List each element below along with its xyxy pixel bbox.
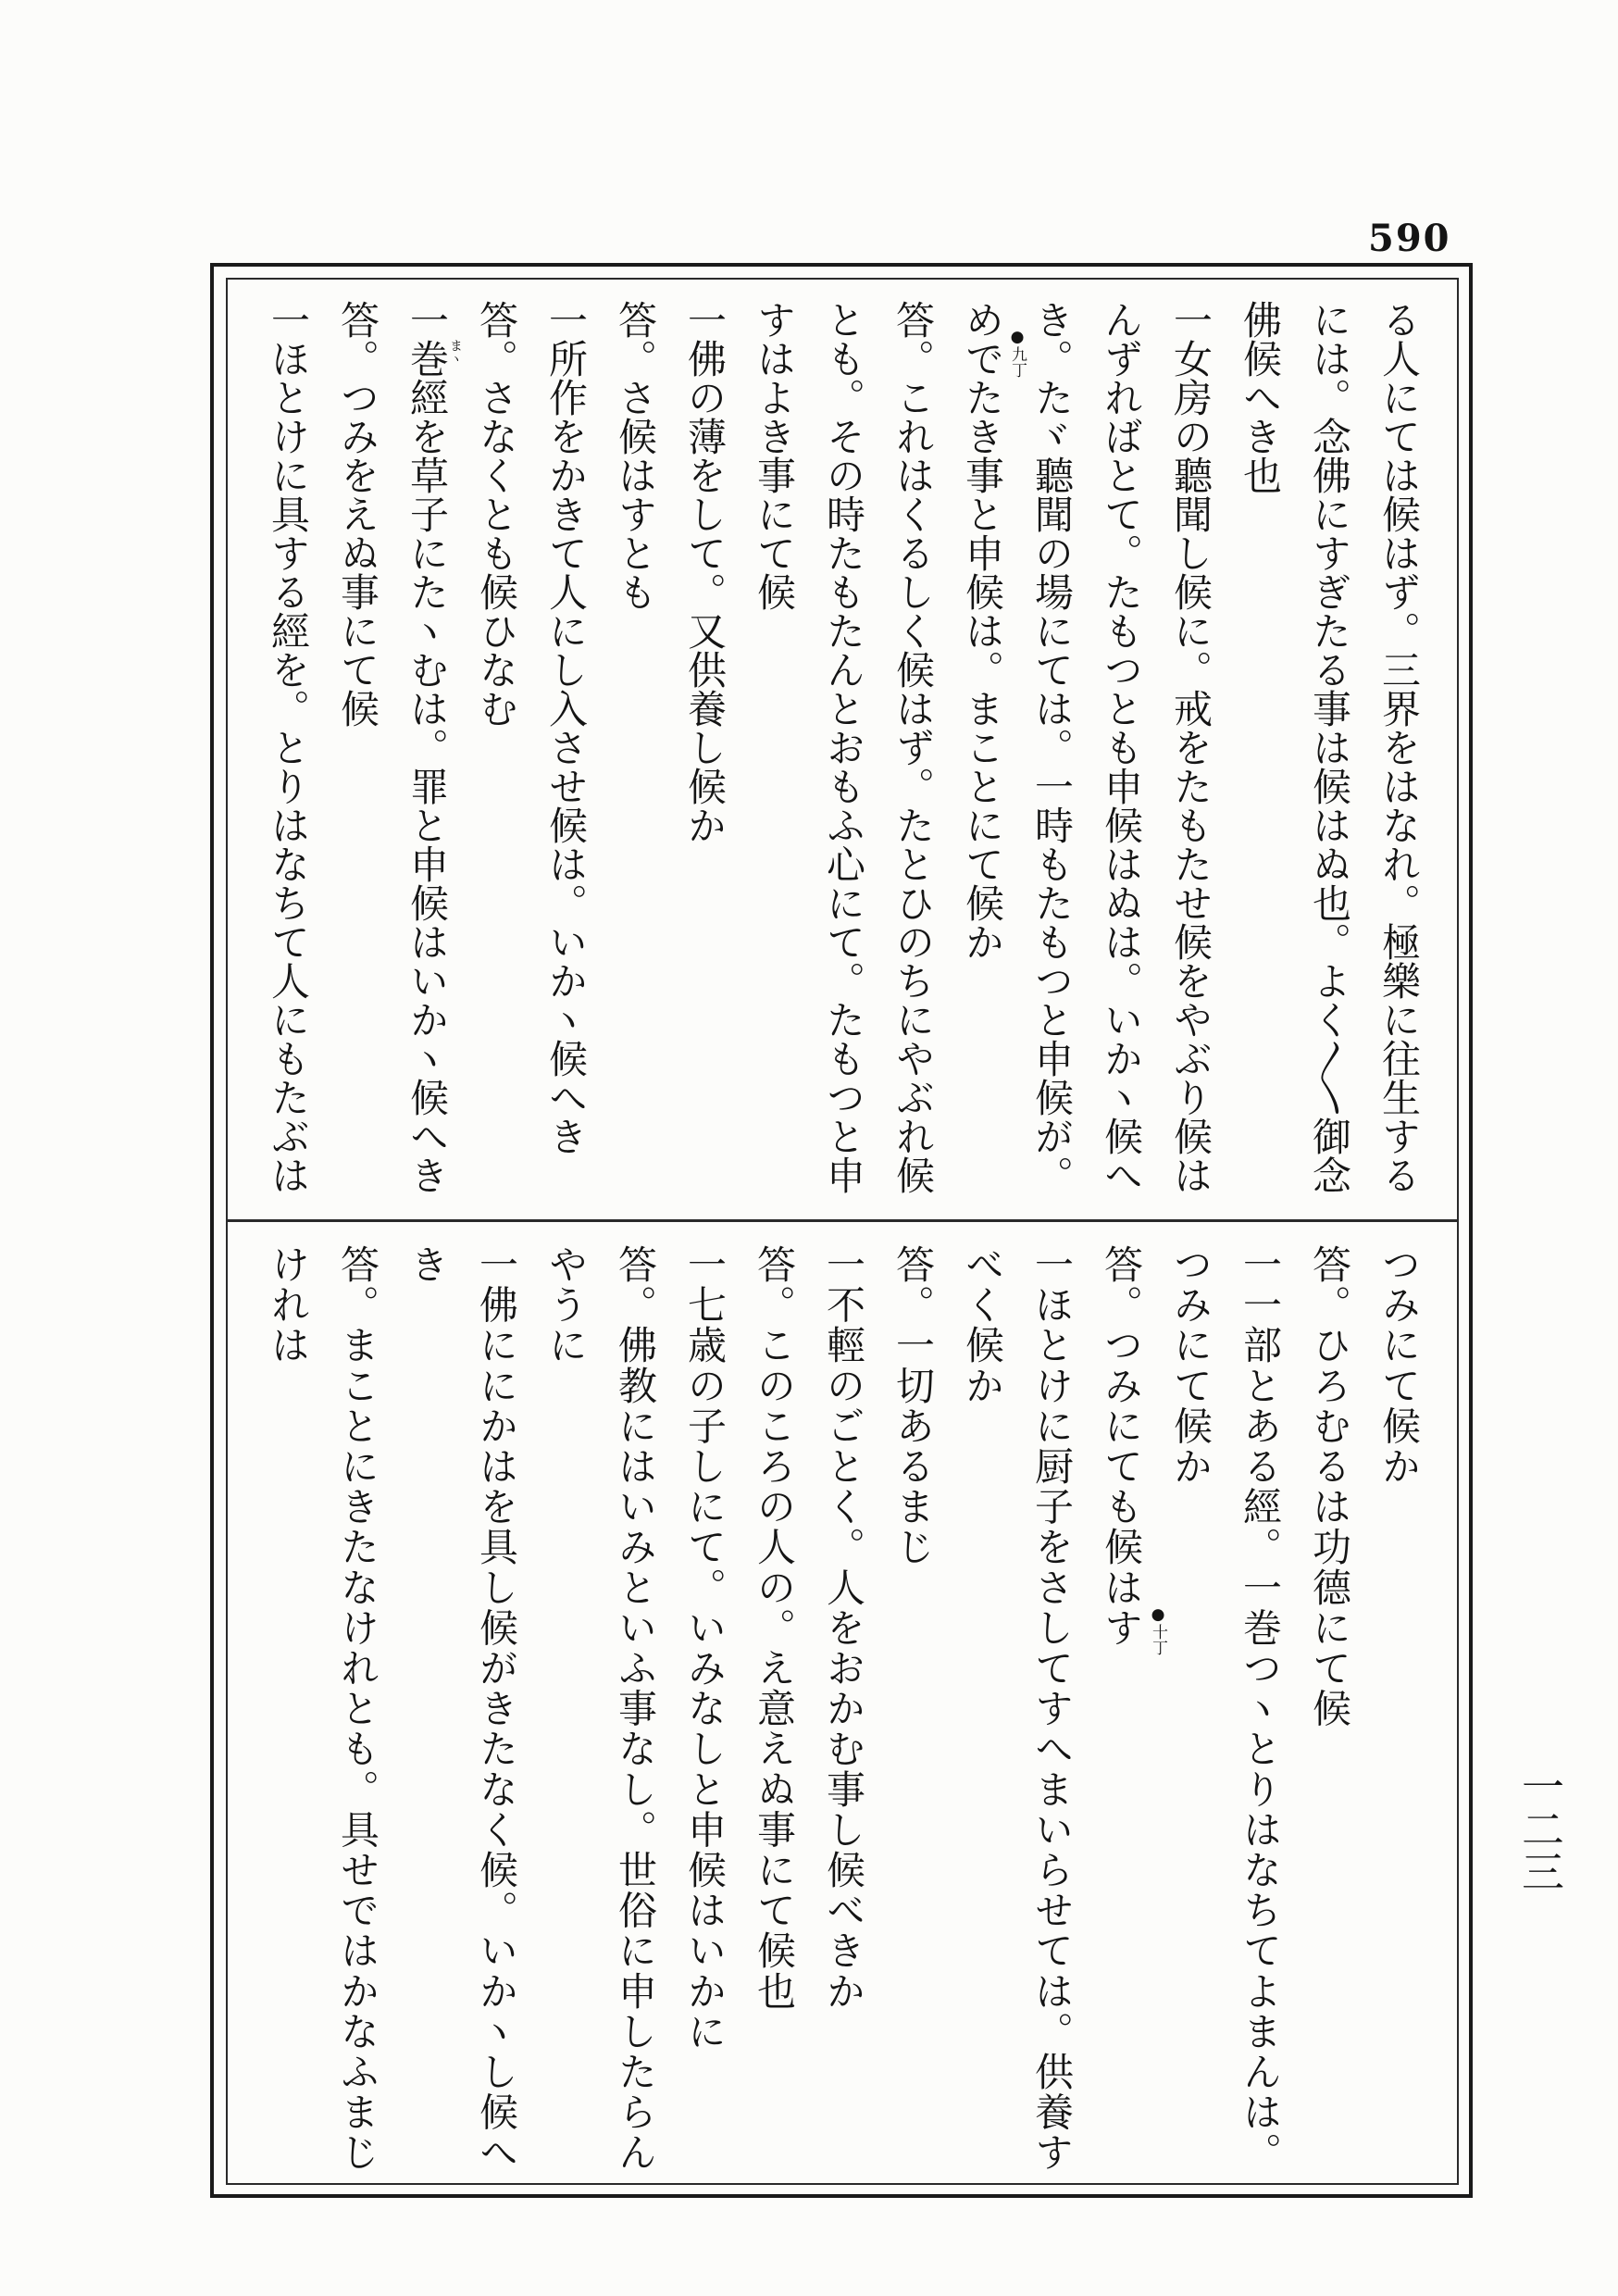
upper-text-column: 答。さなくとも候ひなむ — [474, 300, 519, 728]
lower-text-column: 一不輕のごとく。人をおかむ事し候べきか — [821, 1244, 866, 2012]
upper-text-column: めでたき事と申候は。まことにて候か — [960, 300, 1005, 961]
upper-text-column: 答。これはくるしく候はず。たとひのちにやぶれ候 — [890, 300, 936, 1194]
lower-text-column: 答。まことにきたなけれとも。具せではかなふまじ — [335, 1244, 380, 2173]
upper-text-column: き。たヾ聽聞の場にては。一時もたもつと申候が。 — [1029, 300, 1075, 1194]
upper-text-column: 一所作をかきて人にし入させ候は。いかヽ候へき — [543, 300, 589, 1155]
leaf-marker-10: ●十丁 — [1149, 1605, 1167, 1655]
upper-text-column: る人にては候はず。三界をはなれ。極樂に往生する — [1376, 300, 1422, 1194]
upper-text-column: すはよき事にて候 — [752, 300, 797, 611]
lower-text-column: つみにて候か — [1168, 1244, 1214, 1487]
lower-text-column: やうに — [543, 1244, 589, 1366]
lower-text-column: き — [404, 1244, 450, 1285]
lower-text-section — [253, 1244, 1434, 2177]
lower-text-column: 一佛ににかはを具し候がきたなく候。いかヽし候へ — [474, 1244, 519, 2173]
page-number: 590 — [1368, 217, 1451, 260]
lower-text-column: 答。一切あるまじ — [890, 1244, 936, 1567]
upper-text-column: 一女房の聽聞し候に。戒をたもたせ候をやぶり候は — [1168, 300, 1214, 1194]
upper-text-column: 一巻經を草子にたヽむは。罪と申候はいかヽ候へき — [404, 300, 450, 1194]
leaf-marker-9: ●九丁 — [1008, 328, 1027, 378]
lower-text-column: 一七歳の子しにて。いみなしと申候はいかに — [682, 1244, 728, 2052]
upper-text-column: 答。さ候はすとも — [613, 300, 658, 611]
lower-text-column: けれは — [266, 1244, 311, 1366]
section-divider — [226, 1219, 1459, 1222]
upper-text-column: 答。つみをえぬ事にて候 — [335, 300, 380, 728]
upper-text-column: 一佛の薄をして。又供養し候か — [682, 300, 728, 844]
margin-page-number: 一二三 — [1515, 1765, 1565, 1892]
upper-text-section — [253, 300, 1434, 1215]
lower-text-column: つみにて候か — [1376, 1244, 1422, 1487]
upper-text-column: には。念佛にすぎたる事は候はぬ也。よく〳〵御念 — [1307, 300, 1352, 1194]
lower-text-column: 一一部とある經。一巻つヽとりはなちてよまんは。 — [1238, 1244, 1283, 2173]
lower-text-column: べく候か — [960, 1244, 1005, 1406]
lower-text-column: 答。このころの人の。え意えぬ事にて候也 — [752, 1244, 797, 2012]
upper-text-column: 佛候へき也 — [1238, 300, 1283, 494]
lower-text-column: 答。佛教にはいみといふ事なし。世俗に申したらん — [613, 1244, 658, 2173]
lower-text-column: 答。つみにても候はす — [1099, 1244, 1144, 1648]
upper-text-column: 一ほとけに具する經を。とりはなちて人にもたぶは — [266, 300, 311, 1194]
upper-text-column: とも。その時たもたんとおもふ心にて。たもつと申 — [821, 300, 866, 1194]
lower-text-column: 一ほとけに厨子をさしてすへまいらせては。供養す — [1029, 1244, 1075, 2173]
lower-text-column: 答。ひろむるは功德にて候 — [1307, 1244, 1352, 1729]
upper-text-column: んずればとて。たもつとも申候はぬは。いかヽ候へ — [1099, 300, 1144, 1194]
ruby-annotation: まヽ — [448, 339, 463, 365]
